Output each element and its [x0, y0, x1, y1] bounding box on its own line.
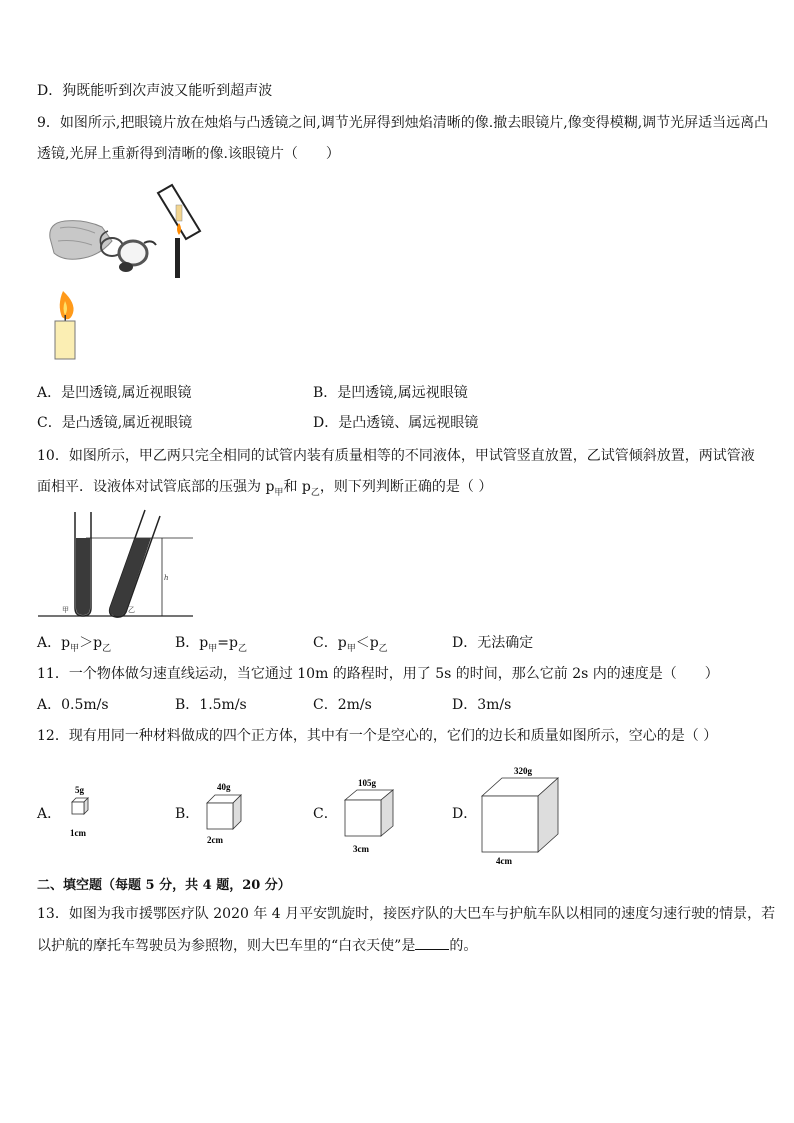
q12-cube-a	[64, 784, 104, 844]
q11-option-b: B．1.5m/s	[175, 697, 247, 713]
q10-option-b: B．$p_甲=p_乙$	[175, 635, 247, 654]
label-yi: 乙	[128, 606, 135, 614]
q12-option-c-letter: C．	[313, 806, 338, 822]
candle-flame	[60, 291, 74, 319]
cube-b-edge: 2cm	[207, 835, 223, 845]
label-jia: 甲	[62, 606, 69, 614]
hand-shape	[50, 221, 112, 260]
q10-option-c: C．$p_甲<p_乙$	[313, 635, 388, 654]
cube-c-mass: 105g	[358, 778, 376, 788]
q8-option-d: D．狗既能听到次声波又能听到超声波	[37, 83, 273, 99]
label-h: h	[164, 574, 169, 582]
q11-option-d: D．3m/s	[452, 697, 512, 713]
q9-stem-line2: 透镜,光屏上重新得到清晰的像.该眼镜片（ ）	[37, 146, 340, 162]
q10-option-d: D．无法确定	[452, 635, 534, 651]
cube-d-edge: 4cm	[496, 856, 512, 866]
candle-body	[55, 321, 75, 359]
q12-option-a-letter: A．	[37, 806, 62, 822]
cube-a-mass: 5g	[75, 785, 84, 795]
cube-a-edge: 1cm	[70, 828, 86, 838]
q13-stem-line1: 13．如图为我市援鄂医疗队 2020 年 4 月平安凯旋时，接医疗队的大巴车与护航车队以相同的速度匀速行驶的情景，若	[37, 906, 776, 922]
q10-test-tubes-figure	[38, 508, 198, 620]
convex-lens	[119, 241, 147, 265]
q12-option-d-letter: D．	[452, 806, 478, 822]
screen-post	[175, 238, 180, 278]
lens-stand	[119, 262, 133, 272]
q13-answer-blank[interactable]	[415, 935, 449, 950]
q11-stem: 11．一个物体做匀速直线运动，当它通过 10m 的路程时，用了 5s 的时间，那么它前 2s 内的速度是（ ）	[37, 666, 719, 682]
q12-cube-c	[341, 772, 401, 858]
cube-c-edge: 3cm	[353, 844, 369, 854]
q10-option-a: A．$p_甲>p_乙$	[37, 635, 112, 654]
q12-cube-d	[478, 760, 568, 870]
q12-stem: 12．现有用同一种材料做成的四个正方体，其中有一个是空心的，它们的边长和质量如图所示，空心的是（ ）	[37, 728, 718, 744]
q13-stem-line2: 以护航的摩托车驾驶员为参照物，则大巴车里的“白衣天使”是 的。	[37, 935, 477, 956]
q9-lens-figure	[40, 183, 220, 363]
section2-title: 二、填空题（每题 5 分，共 4 题，20 分）	[37, 878, 291, 893]
cube-b-mass: 40g	[217, 782, 231, 792]
q11-option-c: C．2m/s	[313, 697, 372, 713]
q10-stem-line1: 10．如图所示，甲乙两只完全相同的试管内装有质量相等的不同液体，甲试管竖直放置，乙试管倾斜放置，两试管液	[37, 448, 755, 464]
q9-option-d: D．是凸透镜、属远视眼镜	[313, 415, 479, 431]
q12-option-b-letter: B．	[175, 806, 200, 822]
cube-d-mass: 320g	[514, 766, 532, 776]
q12-cube-b	[203, 781, 253, 851]
q9-option-a: A．是凹透镜,属近视眼镜	[37, 385, 192, 401]
liquid-jia	[76, 538, 90, 615]
q10-stem-line2: 面相平．设液体对试管底部的压强为 $p_甲$和 $p_乙$，则下列判断正确的是（ ）	[37, 479, 493, 498]
q9-option-c: C．是凸透镜,属近视眼镜	[37, 415, 193, 431]
q9-stem-line1: 9．如图所示,把眼镜片放在烛焰与凸透镜之间,调节光屏得到烛焰清晰的像.撤去眼镜片,像变得模糊,调节光屏适当远离凸	[37, 115, 769, 131]
q11-option-a: A．0.5m/s	[37, 697, 109, 713]
q9-option-b: B．是凹透镜,属远视眼镜	[313, 385, 468, 401]
